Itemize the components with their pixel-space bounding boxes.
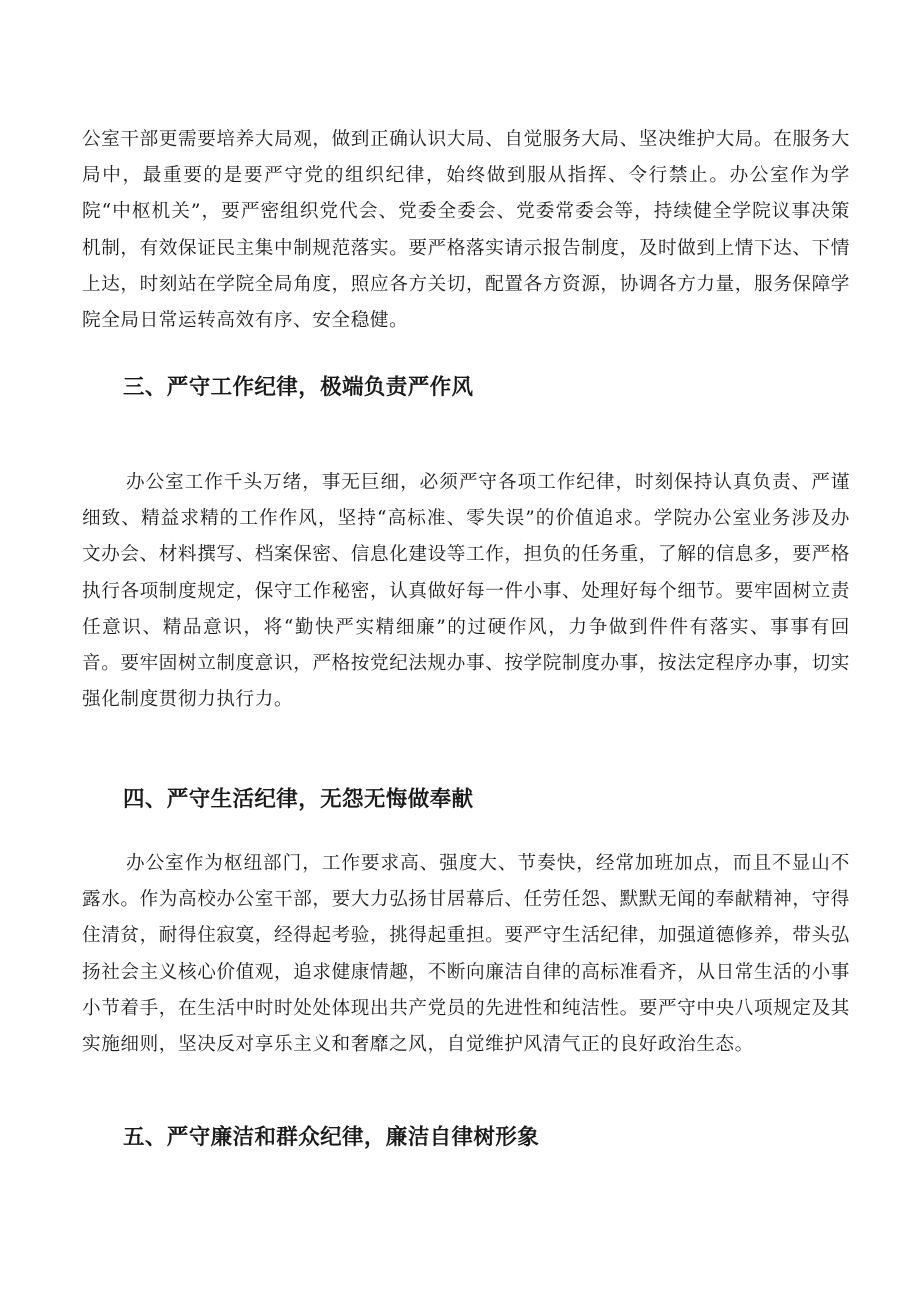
section-heading-3: 三、严守工作纪律，极端负责严作风	[123, 375, 474, 400]
section-heading-4: 四、严守生活纪律，无怨无悔做奉献	[123, 787, 474, 812]
section-heading-5: 五、严守廉洁和群众纪律，廉洁自律树形象	[123, 1125, 540, 1150]
paragraph-continuation: 公室干部更需要培养大局观，做到正确认识大局、自觉服务大局、坚决维护大局。在服务大局中，最重要的是要严守党的组织纪律，始终做到服从指挥、令行禁止。办公室作为学院“中枢机关”，要严密组织党代会、党委全委会、党委常委会等，持续健全学院议事决策机制，有效保证民主集中制规范落实。要严格落实请示报告制度，及时做到上情下达、下情上达，时刻站在学院全局角度，照应各方关切，配置各方资源，协调各方力量，服务保障学院全局日常运转高效有序、安全稳健。	[82, 129, 850, 332]
paragraph-work-discipline: 办公室工作千头万绪，事无巨细，必须严守各项工作纪律，时刻保持认真负责、严谨细致、精益求精的工作作风，坚持“高标准、零失误”的价值追求。学院办公室业务涉及办文办会、材料撰写、档案保密、信息化建设等工作，担负的任务重，了解的信息多，要严格执行各项制度规定，保守工作秘密，认真做好每一件小事、处理好每个细节。要牢固树立责任意识、精品意识，将“勤快严实精细廉”的过硬作风，力争做到件件有落实、事事有回音。要牢固树立制度意识，严格按党纪法规办事、按学院制度办事，按法定程序办事，切实强化制度贯彻力执行力。	[82, 472, 850, 711]
paragraph-life-discipline: 办公室作为枢纽部门，工作要求高、强度大、节奏快，经常加班加点，而且不显山不露水。作为高校办公室干部，要大力弘扬甘居幕后、任劳任怨、默默无闻的奉献精神，守得住清贫，耐得住寂寞，经得起考验，挑得起重担。要严守生活纪律，加强道德修养，带头弘扬社会主义核心价值观，追求健康情趣，不断向廉洁自律的高标准看齐，从日常生活的小事小节着手，在生活中时时处处体现出共产党员的先进性和纯洁性。要严守中央八项规定及其实施细则，坚决反对享乐主义和奢靡之风，自觉维护风清气正的良好政治生态。	[82, 853, 850, 1056]
